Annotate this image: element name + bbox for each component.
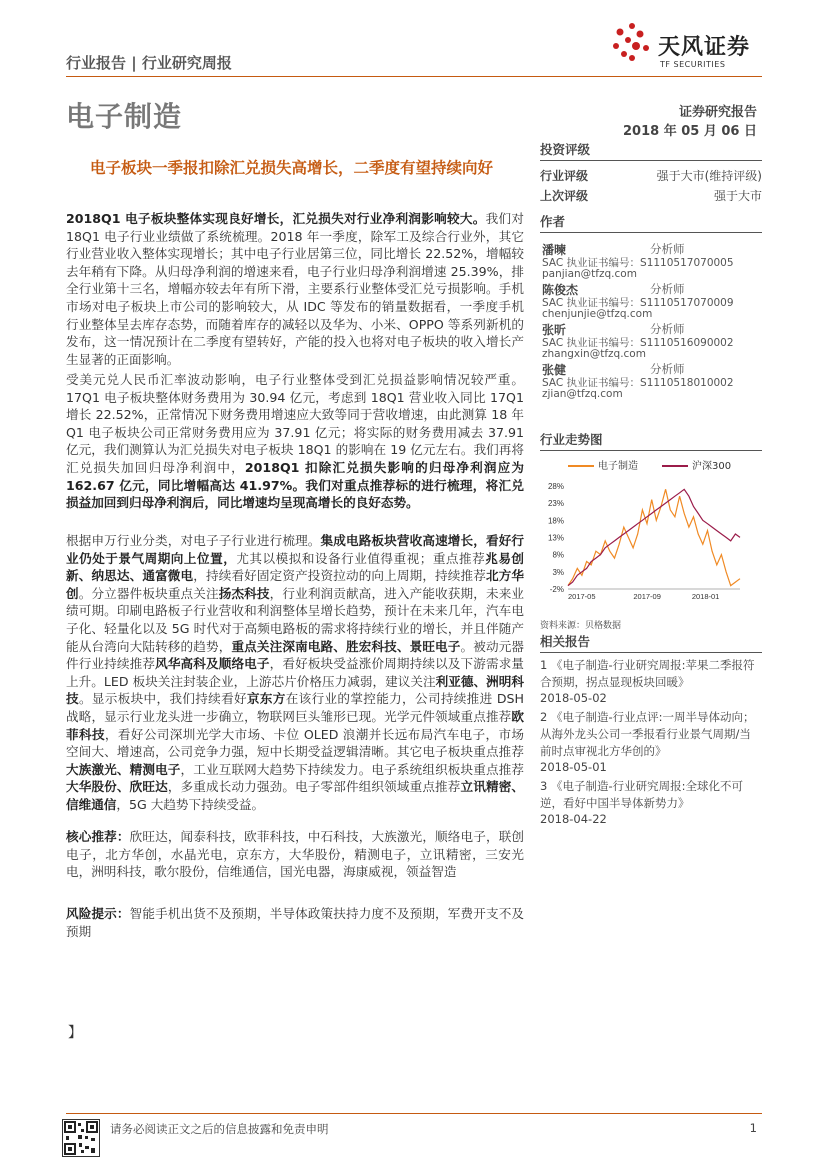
y-tick-label: -2%: [549, 585, 564, 594]
author-sac: SAC 执业证书编号：S1110517070009: [542, 297, 734, 309]
rating-row: [540, 165, 762, 185]
y-tick-label: 23%: [547, 499, 564, 509]
prev-rating-value: 强于大市: [713, 188, 762, 203]
related-report-date: 2018-04-22: [540, 812, 607, 826]
legend-item-index: [662, 457, 731, 472]
author-email[interactable]: panjian@tfzq.com: [542, 268, 637, 280]
p3-g: 。分立器件板块重点关注: [78, 585, 219, 601]
trend-title: 行业走势图: [540, 430, 762, 451]
y-tick-label: 13%: [547, 533, 564, 543]
legend-swatch-sector: [568, 465, 594, 467]
p3-b: 集成电路板块营收高速增长，看好行业仍处于景气周期向上位置，: [66, 533, 525, 566]
p3-w: ，多重成长动力强劲。电子零部件组织领域重点推荐: [167, 779, 461, 795]
logo-text-en: TF SECURITIES: [660, 60, 726, 69]
p3-f: 北方华创: [66, 568, 525, 601]
y-tick-label: 3%: [552, 567, 564, 577]
author-sac: SAC 执业证书编号：S1110517070005: [542, 257, 734, 269]
x-tick-label: 2018-01: [691, 592, 720, 601]
rating-value: 强于大市(维持评级): [656, 168, 762, 183]
y-tick-label: 18%: [547, 516, 564, 526]
bottom-divider: [66, 1113, 762, 1114]
report-type: 证券研究报告: [678, 105, 757, 120]
p3-h: 扬杰科技: [218, 585, 270, 601]
authors-section: [540, 212, 762, 401]
author-role: 分析师: [650, 362, 685, 376]
p3-u: ，工业互联网大趋势下持续发力。电子系统组织板块重点推荐: [180, 761, 525, 777]
page-number: 1: [749, 1121, 757, 1135]
top-divider: [66, 76, 762, 77]
author-entry: [540, 321, 762, 361]
author-name: 陈俊杰: [542, 283, 579, 297]
x-tick-label: 2017-09: [633, 592, 661, 601]
related-report-date: 2018-05-01: [540, 760, 607, 774]
p3-i: ，行业利润贡献高，进入产能收获期，未来业绩可期。印刷电路板子行业营收和利润整体呈增长趋势，预计在未来几年，汽车电子化、轻量化以及 5G 时代对于高频电路板的需求将持续行业的增长，并且伴随产能从台湾向大陆转移的趋势，: [66, 585, 525, 654]
p3-x: 立讯精密、信维通信: [66, 779, 525, 812]
related-title: 相关报告: [540, 632, 762, 653]
prev-rating-label: 上次评级: [540, 188, 589, 203]
p1-lead: 2018Q1 电子板块整体实现良好增长，汇兑损失对行业净利润影响较大。: [66, 211, 486, 226]
p3-p: 京东方: [246, 691, 286, 707]
author-email[interactable]: zjian@tfzq.com: [542, 388, 623, 400]
trend-chart: [540, 451, 762, 616]
p3-e: ，持续看好固定资产投资拉动的向上周期，持续推荐: [193, 568, 486, 584]
related-report-link[interactable]: 1 《电子制造-行业研究周报:苹果二季报符合预期，拐点显现板块回暖》: [540, 658, 755, 689]
p2-text: 受美元兑人民币汇率波动影响，电子行业整体受到汇兑损益影响情况较严重。17Q1 电子板块整体财务费用为 30.94 亿元，考虑到 18Q1 营业收入同比 17Q1 增长 22.52%，正常情况下财务费用增速应大致等同于营收增速，由此测算 18 年 Q1 电子板块公司正常财务费用应为 37.91 亿元；将实际的财务费用减去 37.91 亿元，我们测算认为汇兑损失对电子板块 18Q1 的影响在 19 亿元左右。我们再将汇兑损失加回归母净利润中，: [66, 372, 524, 475]
p3-q: 在该行业的掌控能力，公司持续推进 DSH 战略，显示行业龙头进一步确立，物联网巨头雏形已现。光学元件领域重点推荐: [66, 691, 525, 724]
p3-c: 尤其以模拟和设备行业值得重视；重点推荐: [236, 550, 486, 566]
legend-label-sector: 电子制造: [598, 461, 638, 472]
p3-o: 。显示板块中，我们持续看好: [78, 691, 247, 707]
author-entry: [540, 361, 762, 401]
risk-text: 智能手机出货不及预期，半导体政策扶持力度不及预期，军费开支不及预期: [66, 906, 525, 939]
related-report-link[interactable]: 3 《电子制造-行业研究周报:全球化不可逆，看好中国半导体新势力》: [540, 779, 743, 810]
report-category: 行业报告 | 行业研究周报: [66, 54, 232, 72]
p1-text: 我们对 18Q1 电子行业业绩做了系统梳理。2018 年一季度，除军工及综合行业外，其它行业营业收入整体实现增长；其中电子行业居第三位，同比增长 22.52%，增幅较去年稍有下降。从归母净利润的增速来看，电子行业归母净利润增速 25.39%，排全行业第十三名，增幅亦较去年有所下滑，主要系行业整体受汇兑亏损影响。手机市场对电子板块上市公司的影响较大，从 IDC 等发布的销量数据看，一季度手机行业整体呈去库存态势，而随着库存的减轻以及华为、小米、OPPO 等系列新机的发布，这一情况预计在二季度有望转好，产能的投入也将对电子板块的收入增长产生显著的正面影响。: [66, 211, 524, 367]
paragraph-fx: [66, 371, 524, 512]
paragraph-core-picks: [66, 828, 524, 881]
y-tick-label: 8%: [552, 550, 564, 560]
series-line-1: [568, 489, 740, 585]
author-entry: [540, 241, 762, 281]
rating-title: 投资评级: [540, 140, 762, 161]
sector-title: 电子制造: [66, 100, 183, 133]
author-name: 潘暕: [542, 243, 567, 257]
p3-s: ，看好公司深圳光学大市场、卡位 OLED 浪潮并长远布局汽车电子，市场空间大、增速高，公司竞争力强，短中长期受益逻辑清晰。其它电子板块重点推荐: [66, 726, 525, 760]
author-sac: SAC 执业证书编号：S1110516090002: [542, 337, 734, 349]
related-section: [540, 632, 762, 826]
rating-section: [540, 140, 762, 205]
legend-label-index: 沪深300: [692, 461, 732, 472]
p2-bold: 2018Q1 扣除汇兑损失影响的归母净利润应为 162.67 亿元，同比增幅高达 41.97%。我们对重点推荐标的进行梳理，将汇兑损益加回到归母净利润后，同比增速均呈现高增长的良好态势。: [66, 459, 525, 511]
p3-j: 重点关注深南电路、胜宏科技、景旺电子: [231, 638, 461, 654]
author-role: 分析师: [650, 242, 685, 256]
author-role: 分析师: [650, 282, 685, 296]
trend-section: [540, 430, 762, 631]
report-date: 2018 年 05 月 06 日: [623, 124, 757, 139]
author-entry: [540, 281, 762, 321]
headline: 电子板块一季报扣除汇兑损失高增长，二季度有望持续向好: [90, 159, 494, 177]
author-email[interactable]: zhangxin@tfzq.com: [542, 348, 646, 360]
stray-bracket: 】: [68, 1025, 82, 1041]
author-name: 张健: [542, 363, 567, 377]
core-picks-list: 欣旺达，闻泰科技，欧菲科技，中石科技，大族激光，顺络电子，联创电子，北方华创，水晶光电，京东方，大华股份，精测电子，立讯精密，三安光电，洲明科技，歌尔股份，信维通信，国光电器，海康威视，领益智造: [66, 829, 525, 880]
paragraph-summary: [66, 210, 524, 368]
legend-swatch-index: [662, 465, 688, 467]
series-line-0: [568, 489, 740, 585]
y-tick-label: 28%: [547, 481, 564, 491]
author-email[interactable]: chenjunjie@tfzq.com: [542, 308, 653, 320]
p3-a: 根据申万行业分类，对电子子行业进行梳理。: [66, 533, 321, 548]
logo-dots-icon: [610, 20, 656, 66]
p3-r: 欧菲科技: [66, 708, 524, 742]
prev-rating-row: [540, 185, 762, 205]
authors-title: 作者: [540, 212, 762, 233]
rating-label: 行业评级: [540, 168, 589, 183]
p3-n: 利亚德、洲明科技: [66, 673, 524, 707]
p3-d: 兆易创新、纳思达、通富微电: [66, 550, 525, 584]
author-sac: SAC 执业证书编号：S1110518010002: [542, 377, 734, 389]
author-name: 张昕: [542, 323, 567, 337]
x-tick-label: 2017-05: [568, 592, 596, 601]
related-report-date: 2018-05-02: [540, 691, 607, 705]
p3-t: 大族激光、精测电子: [66, 761, 181, 777]
author-role: 分析师: [650, 322, 685, 336]
p3-m: ，看好板块受益涨价周期持续以及下游需求量上升。LED 板块关注封装企业，上游芯片价格压力减弱，建议关注: [66, 656, 525, 689]
core-picks-label: 核心推荐：: [66, 829, 130, 844]
company-logo: [610, 20, 770, 80]
chart-legend: [568, 457, 731, 472]
paragraph-subsectors: [66, 532, 524, 814]
logo-text-cn: 天风证券: [658, 35, 751, 60]
p3-k: 。被动元器件行业持续推荐: [66, 638, 525, 672]
qr-code-icon: [62, 1119, 100, 1157]
p3-y: ，5G 大趋势下持续受益。: [116, 796, 265, 812]
p3-l: 风华高科及顺络电子: [155, 656, 270, 672]
chart-source: 资料来源：贝格数据: [540, 621, 622, 631]
paragraph-risks: [66, 905, 524, 940]
footer-disclaimer[interactable]: 请务必阅读正文之后的信息披露和免责申明: [110, 1122, 329, 1136]
legend-item-sector: [568, 457, 638, 472]
related-report-link[interactable]: 2 《电子制造-行业点评:一周半导体动向；从海外龙头公司一季报看行业景气周期/当前时点审视北方华创的》: [540, 710, 755, 758]
chart-canvas: [540, 471, 762, 621]
p3-v: 大华股份、欣旺达: [66, 779, 168, 795]
risk-label: 风险提示：: [66, 906, 130, 921]
